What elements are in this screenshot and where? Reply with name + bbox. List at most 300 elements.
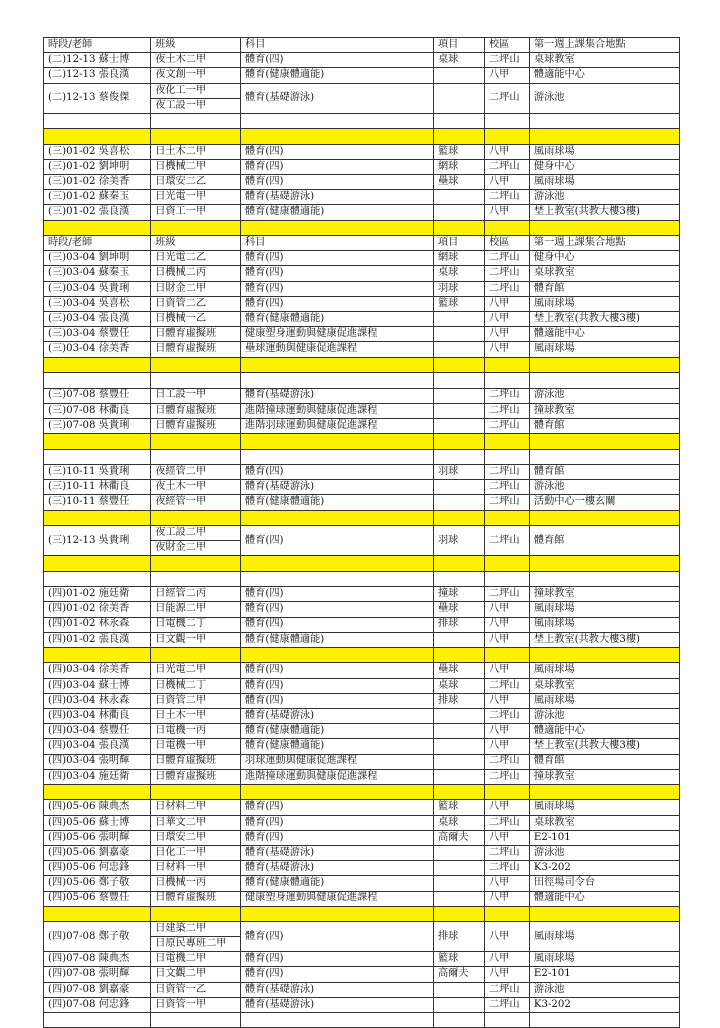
blank-cell [151, 449, 241, 465]
table-row [44, 997, 680, 1012]
cell-class: 日環安二甲 [151, 830, 241, 845]
cell-place: 埜上教室(共教大樓3樓) [529, 739, 679, 754]
cell-subject: 體育(基礎游泳) [241, 190, 434, 205]
cell-campus: 八甲 [484, 205, 529, 220]
cell-period-teacher: (四)07-08 張明輝 [44, 967, 151, 982]
table-row [44, 403, 680, 418]
cell-campus: 八甲 [484, 952, 529, 967]
cell-subject: 體育(基礎游泳) [241, 708, 434, 723]
cell-period-teacher: (四)03-04 施廷衛 [44, 769, 151, 784]
cell-class: 日體育虛擬班 [151, 891, 241, 906]
cell-item [433, 311, 484, 326]
cell-period-teacher: (三)03-04 張良漢 [44, 311, 151, 326]
blank-cell [484, 373, 529, 389]
cell-period-teacher: (四)03-04 蔡豐任 [44, 724, 151, 739]
cell-place: 撞球教室 [529, 769, 679, 784]
cell-place: 體育館 [529, 754, 679, 769]
cell-place: 游泳池 [529, 480, 679, 495]
cell-item [433, 891, 484, 906]
divider-cell [241, 434, 434, 450]
course-location-table [43, 37, 680, 1028]
cell-item [433, 982, 484, 997]
header-row [44, 38, 680, 53]
cell-campus: 八甲 [484, 144, 529, 159]
cell-period-teacher: (三)03-04 吳喜松 [44, 296, 151, 311]
blank-cell [484, 1012, 529, 1028]
cell-period-teacher: (四)05-06 陳典杰 [44, 800, 151, 815]
cell-subject: 體育(四) [241, 296, 434, 311]
cell-subject: 進階羽球運動與健康促進課程 [241, 418, 434, 433]
section-divider [44, 647, 680, 663]
cell-period-teacher: (四)05-06 劉嘉豪 [44, 845, 151, 860]
cell-class: 日體育虛擬班 [151, 403, 241, 418]
divider-cell [529, 434, 679, 450]
cell-class: 夜土木一甲 [151, 480, 241, 495]
blank-cell [241, 373, 434, 389]
table-row [44, 68, 680, 83]
cell-place: 風雨球場 [529, 617, 679, 632]
cell-subject: 體育(健康體適能) [241, 205, 434, 220]
section-divider [44, 510, 680, 526]
cell-subject: 體育(基礎游泳) [241, 83, 434, 113]
cell-campus: 八甲 [484, 967, 529, 982]
section-divider [44, 556, 680, 572]
cell-subject: 健康塑身運動與健康促進課程 [241, 891, 434, 906]
table-row [44, 922, 680, 952]
divider-cell [151, 434, 241, 450]
cell-campus: 二坪山 [484, 754, 529, 769]
table-row [44, 418, 680, 433]
cell-campus: 八甲 [484, 327, 529, 342]
blank-cell [484, 113, 529, 129]
table-row [44, 769, 680, 784]
cell-period-teacher: (四)05-06 鄭子敬 [44, 876, 151, 891]
cell-class: 日體育虛擬班 [151, 769, 241, 784]
cell-item [433, 632, 484, 647]
divider-cell [241, 129, 434, 145]
cell-item [433, 495, 484, 510]
divider-cell [529, 220, 679, 236]
blank-cell [433, 449, 484, 465]
cell-period-teacher: (三)12-13 吳貴琍 [44, 526, 151, 556]
cell-place: K3-202 [529, 997, 679, 1012]
cell-place: 桌球教室 [529, 266, 679, 281]
cell-subject: 體育(健康體適能) [241, 311, 434, 326]
blank-cell [433, 113, 484, 129]
cell-class: 日資管二甲 [151, 693, 241, 708]
header-class: 班級 [151, 38, 241, 53]
cell-item [433, 861, 484, 876]
divider-cell [241, 510, 434, 526]
table-row [44, 708, 680, 723]
cell-campus: 二坪山 [484, 769, 529, 784]
divider-cell [484, 434, 529, 450]
cell-subject: 體育(基礎游泳) [241, 861, 434, 876]
cell-class: 夜土木二甲 [151, 53, 241, 68]
blank-cell [151, 373, 241, 389]
cell-class: 日資管一甲 [151, 997, 241, 1012]
cell-item [433, 754, 484, 769]
cell-place: 風雨球場 [529, 174, 679, 189]
cell-place: 撞球教室 [529, 587, 679, 602]
section-divider [44, 906, 680, 922]
class-list [151, 84, 240, 113]
cell-place: 風雨球場 [529, 342, 679, 357]
cell-class: 日財金二甲 [151, 281, 241, 296]
cell-campus: 八甲 [484, 68, 529, 83]
blank-row [44, 1012, 680, 1028]
table-row [44, 967, 680, 982]
cell-period-teacher: (四)01-02 徐美香 [44, 602, 151, 617]
cell-campus: 二坪山 [484, 403, 529, 418]
blank-row [44, 449, 680, 465]
cell-item [433, 205, 484, 220]
blank-cell [433, 571, 484, 587]
cell-item: 桌球 [433, 266, 484, 281]
cell-class: 日電機一甲 [151, 739, 241, 754]
cell-item [433, 769, 484, 784]
blank-cell [529, 373, 679, 389]
table-row [44, 830, 680, 845]
cell-period-teacher: (四)07-08 鄭子敬 [44, 922, 151, 952]
cell-campus: 八甲 [484, 800, 529, 815]
cell-campus: 八甲 [484, 602, 529, 617]
cell-item [433, 68, 484, 83]
cell-place: 埜上教室(共教大樓3樓) [529, 632, 679, 647]
divider-cell [433, 129, 484, 145]
cell-class: 日機械一丙 [151, 876, 241, 891]
cell-subject: 體育(健康體適能) [241, 724, 434, 739]
cell-place: 桌球教室 [529, 678, 679, 693]
cell-subject: 羽球運動與健康促進課程 [241, 754, 434, 769]
table-row [44, 876, 680, 891]
cell-place: 游泳池 [529, 83, 679, 113]
cell-place: 風雨球場 [529, 602, 679, 617]
cell-campus: 二坪山 [484, 251, 529, 266]
divider-cell [529, 906, 679, 922]
class-list [151, 922, 240, 951]
table-row [44, 144, 680, 159]
cell-campus: 二坪山 [484, 53, 529, 68]
cell-campus: 八甲 [484, 891, 529, 906]
cell-period-teacher: (四)05-06 何忠鋒 [44, 861, 151, 876]
cell-campus: 二坪山 [484, 587, 529, 602]
cell-subject: 體育(四) [241, 830, 434, 845]
divider-cell [151, 510, 241, 526]
cell-period-teacher: (三)01-02 蘇秦玉 [44, 190, 151, 205]
cell-campus: 二坪山 [484, 465, 529, 480]
table-row [44, 281, 680, 296]
divider-cell [151, 357, 241, 373]
cell-class: 日資管一乙 [151, 982, 241, 997]
divider-cell [484, 556, 529, 572]
table-row [44, 495, 680, 510]
class-name: 日建築二甲 [155, 923, 207, 935]
cell-campus: 二坪山 [484, 495, 529, 510]
cell-class: 日電機一丙 [151, 724, 241, 739]
cell-item: 撞球 [433, 587, 484, 602]
cell-subject: 體育(健康體適能) [241, 632, 434, 647]
cell-campus: 二坪山 [484, 418, 529, 433]
table-row [44, 251, 680, 266]
divider-cell [433, 647, 484, 663]
cell-subject: 體育(四) [241, 617, 434, 632]
table-row [44, 724, 680, 739]
cell-class: 日體育虛擬班 [151, 754, 241, 769]
cell-item [433, 327, 484, 342]
blank-cell [44, 113, 151, 129]
blank-cell [151, 1012, 241, 1028]
divider-cell [433, 556, 484, 572]
cell-period-teacher: (四)03-04 徐美香 [44, 663, 151, 678]
table-row [44, 739, 680, 754]
header-class: 班級 [151, 236, 241, 251]
cell-campus: 二坪山 [484, 480, 529, 495]
header-item: 項目 [433, 38, 484, 53]
blank-row [44, 373, 680, 389]
divider-cell [44, 434, 151, 450]
divider-cell [484, 129, 529, 145]
cell-class: 日材料二甲 [151, 800, 241, 815]
cell-class: 夜文創一甲 [151, 68, 241, 83]
cell-period-teacher: (四)07-08 劉嘉豪 [44, 982, 151, 997]
blank-cell [151, 113, 241, 129]
cell-subject: 體育(四) [241, 602, 434, 617]
cell-period-teacher: (四)05-06 張明輝 [44, 830, 151, 845]
cell-class: 日電機二丁 [151, 617, 241, 632]
blank-cell [484, 449, 529, 465]
cell-place: 體育館 [529, 418, 679, 433]
cell-campus: 八甲 [484, 617, 529, 632]
blank-cell [241, 1012, 434, 1028]
cell-period-teacher: (四)03-04 林衢良 [44, 708, 151, 723]
cell-period-teacher: (三)01-02 徐美香 [44, 174, 151, 189]
table-row [44, 800, 680, 815]
cell-place: 游泳池 [529, 982, 679, 997]
cell-place: 體育館 [529, 465, 679, 480]
cell-class: 夜經管二甲 [151, 465, 241, 480]
divider-cell [44, 129, 151, 145]
cell-item [433, 876, 484, 891]
section-divider [44, 357, 680, 373]
divider-cell [44, 220, 151, 236]
blank-row [44, 113, 680, 129]
cell-item: 桌球 [433, 678, 484, 693]
cell-subject: 壘球運動與健康促進課程 [241, 342, 434, 357]
blank-cell [529, 571, 679, 587]
cell-item: 籃球 [433, 800, 484, 815]
cell-class: 日土木二甲 [151, 144, 241, 159]
table-row [44, 174, 680, 189]
table-row [44, 480, 680, 495]
section-divider [44, 434, 680, 450]
cell-item [433, 83, 484, 113]
section-divider [44, 220, 680, 236]
cell-class: 日體育虛擬班 [151, 418, 241, 433]
cell-class: 日文觀二甲 [151, 967, 241, 982]
cell-subject: 體育(基礎游泳) [241, 480, 434, 495]
cell-campus: 八甲 [484, 739, 529, 754]
blank-cell [241, 113, 434, 129]
cell-period-teacher: (三)07-08 蔡豐任 [44, 388, 151, 403]
cell-class [151, 922, 241, 952]
cell-item: 壘球 [433, 602, 484, 617]
cell-item [433, 342, 484, 357]
cell-period-teacher: (四)05-06 蔡豐任 [44, 891, 151, 906]
cell-subject: 體育(四) [241, 174, 434, 189]
cell-place: 風雨球場 [529, 952, 679, 967]
cell-period-teacher: (四)05-06 蘇士博 [44, 815, 151, 830]
cell-subject: 體育(四) [241, 693, 434, 708]
cell-item: 籃球 [433, 952, 484, 967]
cell-place: 健身中心 [529, 251, 679, 266]
cell-subject: 進階撞球運動與健康促進課程 [241, 403, 434, 418]
class-name: 夜化工一甲 [155, 84, 207, 96]
cell-item: 高爾夫 [433, 967, 484, 982]
cell-campus: 八甲 [484, 311, 529, 326]
cell-item: 排球 [433, 922, 484, 952]
divider-cell [433, 357, 484, 373]
cell-class: 日資工一甲 [151, 205, 241, 220]
cell-period-teacher: (四)03-04 林永森 [44, 693, 151, 708]
divider-cell [529, 784, 679, 800]
divider-cell [44, 647, 151, 663]
cell-subject: 體育(四) [241, 678, 434, 693]
cell-place: E2-101 [529, 830, 679, 845]
cell-period-teacher: (三)01-02 吳喜松 [44, 144, 151, 159]
cell-place: 風雨球場 [529, 296, 679, 311]
cell-place: 風雨球場 [529, 144, 679, 159]
cell-subject: 體育(四) [241, 922, 434, 952]
divider-cell [241, 647, 434, 663]
table-row [44, 602, 680, 617]
table-row [44, 342, 680, 357]
cell-item: 排球 [433, 693, 484, 708]
cell-subject: 體育(四) [241, 251, 434, 266]
cell-period-teacher: (四)03-04 張明輝 [44, 754, 151, 769]
blank-cell [529, 1012, 679, 1028]
cell-class: 日電機二甲 [151, 952, 241, 967]
cell-item: 籃球 [433, 296, 484, 311]
divider-cell [44, 510, 151, 526]
cell-campus: 二坪山 [484, 83, 529, 113]
cell-item [433, 997, 484, 1012]
cell-class: 日環安二乙 [151, 174, 241, 189]
header-row [44, 236, 680, 251]
table-row [44, 678, 680, 693]
cell-place: 埜上教室(共教大樓3樓) [529, 311, 679, 326]
divider-cell [529, 647, 679, 663]
cell-campus: 二坪山 [484, 997, 529, 1012]
cell-place: 風雨球場 [529, 693, 679, 708]
cell-place: 體適能中心 [529, 891, 679, 906]
cell-class [151, 83, 241, 113]
cell-class: 日工設一甲 [151, 388, 241, 403]
cell-place: 體育館 [529, 526, 679, 556]
divider-cell [241, 357, 434, 373]
cell-subject: 體育(四) [241, 663, 434, 678]
cell-place: 風雨球場 [529, 663, 679, 678]
cell-class: 日材料一甲 [151, 861, 241, 876]
cell-item: 壘球 [433, 663, 484, 678]
cell-item: 桌球 [433, 53, 484, 68]
cell-place: 體育館 [529, 281, 679, 296]
cell-subject: 體育(健康體適能) [241, 495, 434, 510]
header-item: 項目 [433, 236, 484, 251]
cell-place: 游泳池 [529, 388, 679, 403]
divider-cell [44, 906, 151, 922]
divider-cell [151, 129, 241, 145]
cell-item [433, 739, 484, 754]
table-row [44, 754, 680, 769]
blank-cell [44, 571, 151, 587]
cell-item: 桌球 [433, 815, 484, 830]
cell-item: 羽球 [433, 281, 484, 296]
cell-place: K3-202 [529, 861, 679, 876]
cell-subject: 體育(健康體適能) [241, 876, 434, 891]
cell-item: 排球 [433, 617, 484, 632]
cell-period-teacher: (四)01-02 林永森 [44, 617, 151, 632]
cell-campus: 八甲 [484, 922, 529, 952]
class-name: 夜財金二甲 [151, 540, 240, 555]
table-row [44, 83, 680, 113]
divider-cell [484, 220, 529, 236]
cell-class: 日機械二丁 [151, 678, 241, 693]
cell-subject: 體育(四) [241, 815, 434, 830]
divider-cell [241, 784, 434, 800]
cell-item [433, 403, 484, 418]
cell-class: 日文觀一甲 [151, 632, 241, 647]
header-period: 時段/老師 [44, 236, 151, 251]
divider-cell [44, 357, 151, 373]
table-row [44, 952, 680, 967]
cell-period-teacher: (三)07-08 林衢良 [44, 403, 151, 418]
table-row [44, 663, 680, 678]
header-subject: 科目 [241, 38, 434, 53]
divider-cell [529, 510, 679, 526]
header-campus: 校區 [484, 38, 529, 53]
divider-cell [151, 906, 241, 922]
cell-campus: 二坪山 [484, 526, 529, 556]
divider-cell [529, 357, 679, 373]
blank-cell [151, 571, 241, 587]
cell-place: E2-101 [529, 967, 679, 982]
table-row [44, 205, 680, 220]
cell-class: 日機械一乙 [151, 311, 241, 326]
cell-class: 日經管二丙 [151, 587, 241, 602]
cell-class: 日光電二乙 [151, 251, 241, 266]
cell-subject: 體育(四) [241, 526, 434, 556]
table-row [44, 693, 680, 708]
divider-cell [151, 784, 241, 800]
section-divider [44, 784, 680, 800]
cell-subject: 體育(基礎游泳) [241, 845, 434, 860]
cell-class: 日機械二丙 [151, 266, 241, 281]
divider-cell [484, 510, 529, 526]
table-row [44, 982, 680, 997]
cell-campus: 八甲 [484, 632, 529, 647]
cell-place: 活動中心一樓玄關 [529, 495, 679, 510]
cell-period-teacher: (四)01-02 施廷衛 [44, 587, 151, 602]
cell-item: 籃球 [433, 144, 484, 159]
cell-item: 網球 [433, 159, 484, 174]
cell-item [433, 480, 484, 495]
table-row [44, 526, 680, 556]
cell-place: 埜上教室(共教大樓3樓) [529, 205, 679, 220]
cell-place: 體適能中心 [529, 724, 679, 739]
table-row [44, 587, 680, 602]
cell-subject: 體育(健康體適能) [241, 68, 434, 83]
